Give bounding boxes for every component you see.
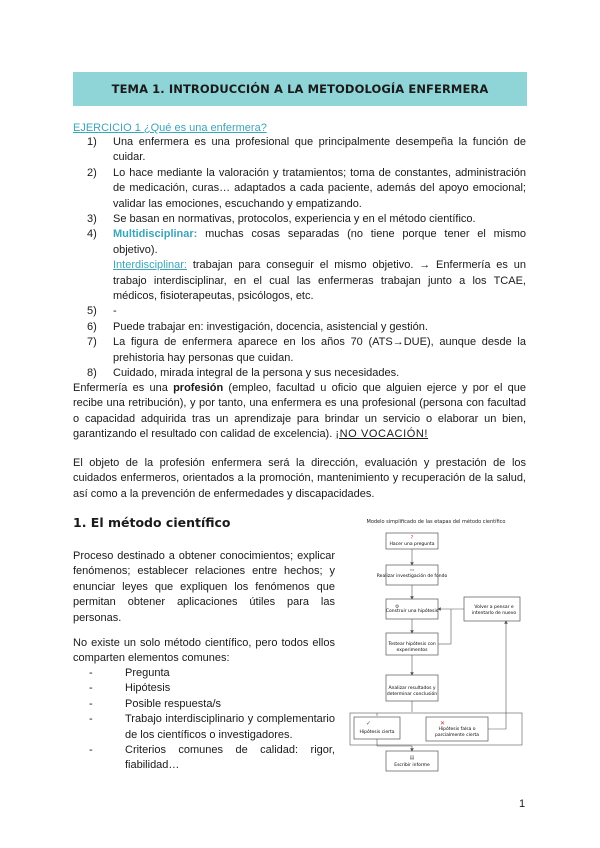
step-false-label-2: parcialmente cierta — [435, 733, 479, 738]
term-interdisciplinar: Interdisciplinar: — [113, 259, 187, 272]
question-icon: ? — [410, 535, 414, 541]
item-text: Una enfermera es una profesional que principalmente desempeña la función de cuidar. — [113, 136, 526, 164]
item-text: Se basan en normativas, protocolos, experiencia y en el método científico. — [113, 213, 476, 226]
section-heading: 1. El método científico — [73, 515, 231, 530]
step-retry-label-1: Volver a pensar e — [474, 605, 514, 610]
cross-icon: ✕ — [440, 720, 446, 727]
step-analyze-label-1: Analizar resultados y — [388, 686, 436, 691]
bullet-dash: - — [89, 697, 93, 710]
method-note-paragraph: No existe un solo método científico, pero todos ellos comparten elementos comunes: — [73, 637, 335, 665]
list-item — [73, 335, 526, 366]
step-analyze-label-2: determinar conclusión — [386, 692, 438, 697]
bullet-dash: - — [89, 667, 93, 679]
page-number: 1 — [519, 798, 526, 810]
step-false-label-1: Hipótesis falsa o — [438, 727, 476, 732]
step-report-box — [386, 751, 438, 771]
chapter-title-banner — [73, 72, 527, 106]
bullet-dash: - — [89, 744, 93, 757]
list-item — [73, 712, 335, 743]
method-intro-paragraph: Proceso destinado a obtener conocimientos; explicar fenómenos; establecer relaciones entre hechos; y enunciar leyes que expliquen los fenómenos que permitan obtener aplicaciones útiles para las personas. — [73, 550, 335, 624]
list-item — [73, 681, 335, 696]
item-text: Posible respuesta/s — [125, 697, 221, 710]
item-number: 3) — [87, 213, 97, 226]
item-number: 1) — [87, 136, 97, 148]
exercise-title: EJERCICIO 1 ¿Qué es una enfermera? — [73, 122, 267, 134]
paragraph-text: (empleo, facultad u oficio que alguien ejerce y por el que recibe una retribución), y por tanto, una enfermera es una profesional (persona con facultad o capacidad adquirida tras un aprendizaje para brindar un servicio o elaborar un bien, garantizando el resultado con calidad de excelencia). — [73, 382, 526, 441]
step-report-label: Escribir informe — [394, 763, 430, 768]
item-text: Pregunta — [125, 667, 170, 679]
list-item — [73, 304, 526, 319]
list-item — [73, 666, 335, 681]
book-icon: ▭ — [409, 568, 415, 573]
no-vocation-emphasis: ¡NO VOCACIÓN! — [335, 428, 429, 441]
step-test-label-1: Testear hipótesis con — [388, 642, 436, 647]
list-item — [73, 135, 526, 166]
list-item — [73, 743, 335, 774]
item-number: 4) — [87, 228, 97, 241]
term-definition: muchas cosas separadas (no tiene porque tener el mismo objetivo). — [113, 228, 526, 256]
term-multidisciplinar: Multidisciplinar: — [113, 228, 198, 241]
list-item — [73, 366, 526, 381]
step-true-label: Hipótesis cierta — [359, 730, 395, 735]
item-text: Lo hace mediante la valoración y tratamientos; toma de constantes, administración de medicación, curas… adaptados a cada paciente, además del apoyo emocional; validar las emociones, escuchando y empatizando. — [113, 166, 526, 210]
nursing-object-paragraph: El objeto de la profesión enfermera será la dirección, evaluación y prestación de los cuidados enfermeros, orientados a la promoción, mantenimiento y recuperación de la salud, así como a la prevención de enfermedades y discapacidades. — [73, 457, 526, 500]
paragraph-text: Enfermería es una — [73, 382, 174, 394]
step-test-label-2: experimentos — [396, 648, 428, 653]
item-number: 7) — [87, 336, 97, 349]
scientific-method-diagram — [346, 515, 526, 777]
list-item — [73, 212, 526, 227]
item-text: Criterios comunes de calidad: rigor, fiabilidad… — [125, 744, 335, 772]
gear-icon: ⚙ — [395, 604, 400, 610]
exercise-answer-list — [73, 135, 526, 382]
check-icon: ✓ — [366, 720, 372, 727]
bullet-dash: - — [89, 713, 93, 726]
item-text: Trabajo interdisciplinario y complementario de los científicos o investigadores. — [125, 713, 335, 741]
list-item — [73, 320, 526, 335]
item-text: - — [113, 305, 117, 318]
step-retry-label-2: intentarlo de nuevo — [471, 611, 517, 616]
list-item — [73, 697, 335, 712]
item-text: Cuidado, mirada integral de la persona y sus necesidades. — [113, 367, 400, 380]
item-number: 5) — [87, 305, 97, 318]
common-elements-list — [73, 666, 335, 774]
item-text: Puede trabajar en: investigación, docencia, asistencial y gestión. — [113, 320, 428, 333]
profession-term: profesión — [173, 382, 224, 394]
bullet-dash: - — [89, 682, 93, 695]
list-item — [73, 166, 526, 212]
step-research-label: Realizar investigación de fondo — [376, 574, 448, 579]
document-icon: ▤ — [409, 755, 415, 761]
item-number: 2) — [87, 166, 97, 179]
item-number: 6) — [87, 320, 97, 333]
step-true-box — [354, 717, 400, 739]
item-text: La figura de enfermera aparece en los años 70 (ATS→DUE), aunque desde la prehistoria hay personas que cuidan. — [113, 336, 526, 364]
chapter-title: TEMA 1. INTRODUCCIÓN A LA METODOLOGÍA ENFERMERA — [111, 82, 489, 96]
item-text: Hipótesis — [125, 682, 171, 695]
item-number: 8) — [87, 367, 97, 380]
step-question-label: Hacer una pregunta — [389, 542, 435, 547]
term-definition: trabajan para conseguir el mismo objetivo. → Enfermería es un trabajo interdisciplinar, en el cual las enfermeras trabajan junto a los TCAE, médicos, fisioterapeutas, psicólogos, etc. — [113, 259, 526, 303]
diagram-title: Modelo simplificado de las etapas del método científico — [366, 519, 506, 525]
list-item — [73, 227, 526, 304]
item-text — [113, 227, 526, 304]
step-hypothesis-label: Construir una hipótesis — [385, 609, 439, 614]
profession-paragraph — [73, 381, 526, 443]
